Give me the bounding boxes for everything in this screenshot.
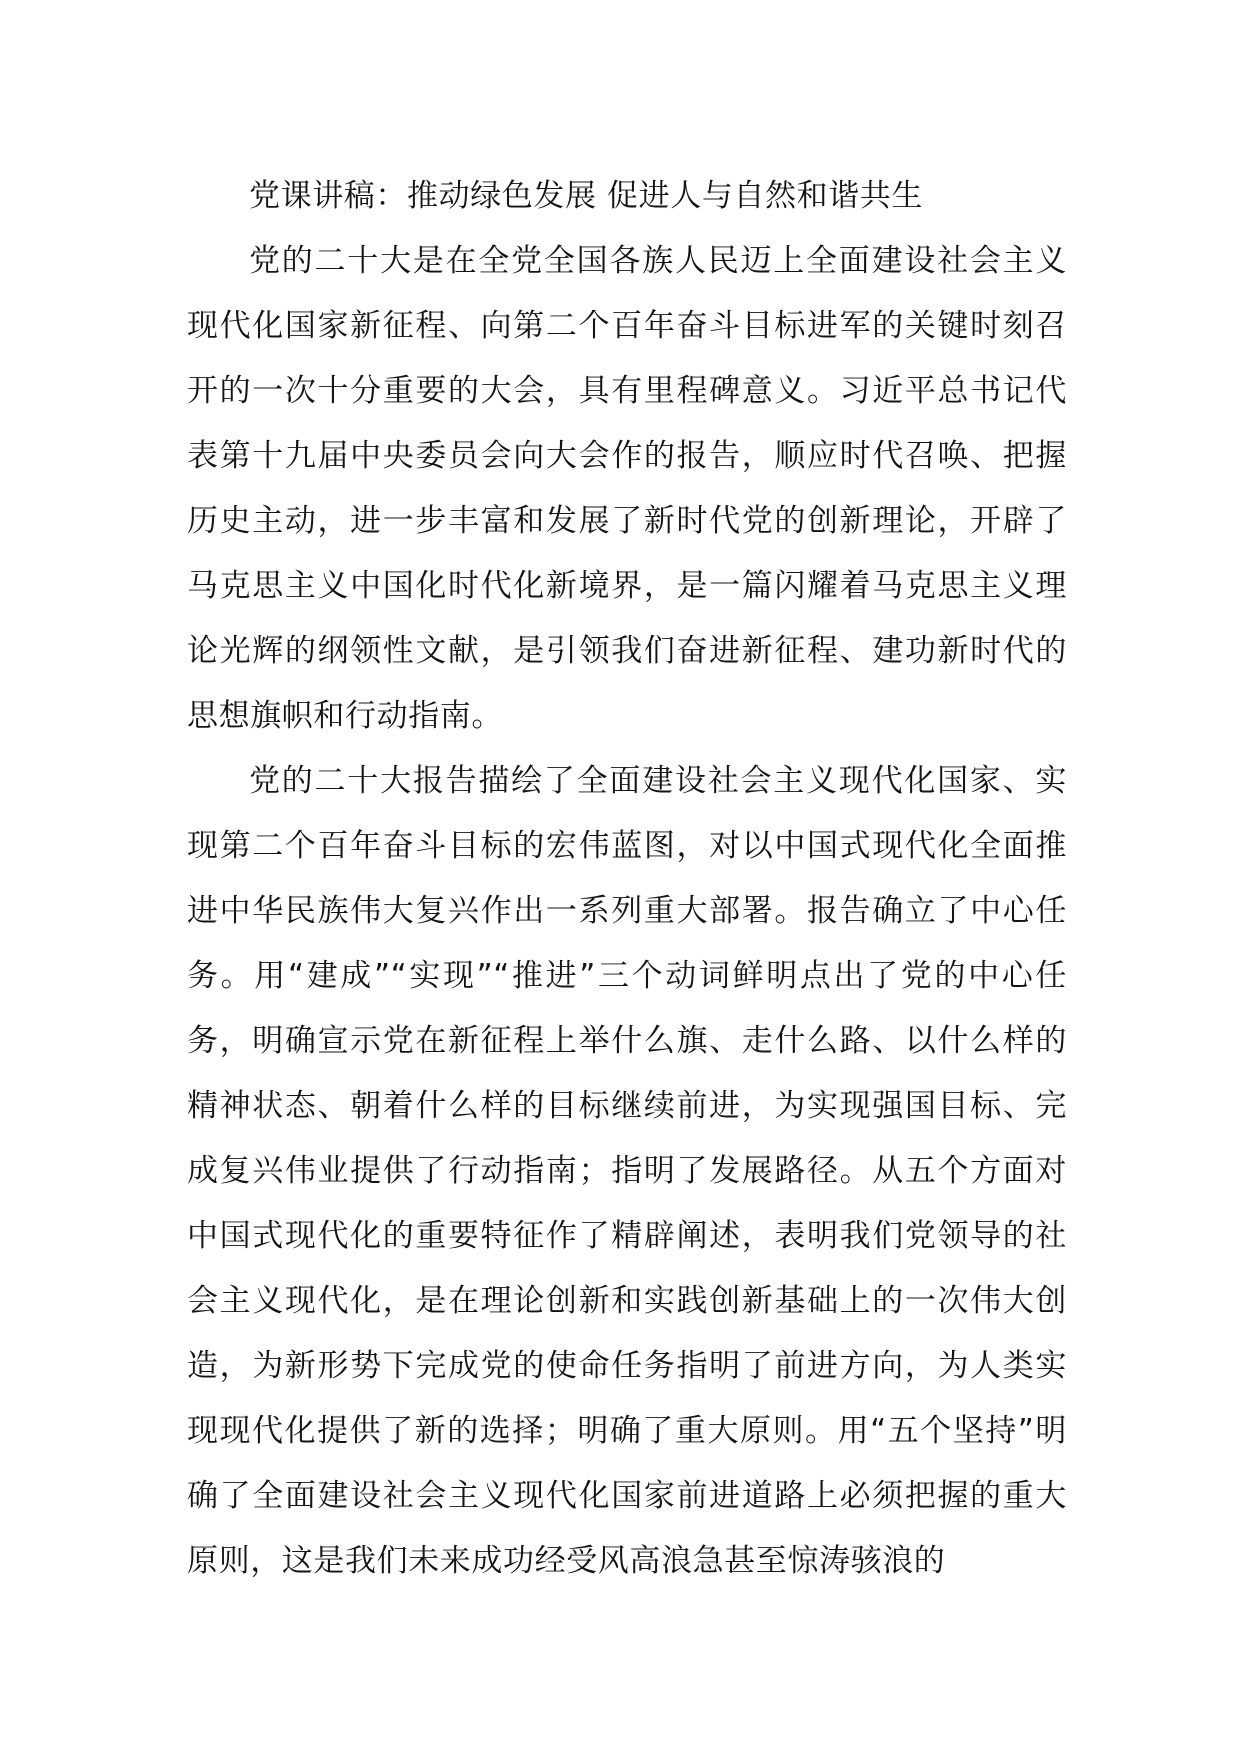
document-title: 党课讲稿：推动绿色发展 促进人与自然和谐共生 <box>249 178 924 214</box>
document-body <box>187 164 1067 1594</box>
paragraph-2: 党的二十大报告描绘了全面建设社会主义现代化国家、实现第二个百年奋斗目标的宏伟蓝图，对以中国式现代化全面推进中华民族伟大复兴作出一系列重大部署。报告确立了中心任务。用“建成”“实现”“推进”三个动词鲜明点出了党的中心任务，明确宣示党在新征程上举什么旗、走什么路、以什么样的精神状态、朝着什么样的目标继续前进，为实现强国目标、完成复兴伟业提供了行动指南；指明了发展路径。从五个方面对中国式现代化的重要特征作了精辟阐述，表明我们党领导的社会主义现代化，是在理论创新和实践创新基础上的一次伟大创造，为新形势下完成党的使命任务指明了前进方向，为人类实现现代化提供了新的选择；明确了重大原则。用“五个坚持”明确了全面建设社会主义现代化国家前进道路上必须把握的重大原则，这是我们未来成功经受风高浪急甚至惊涛骇浪的 <box>187 763 1067 1579</box>
paragraph-1: 党的二十大是在全党全国各族人民迈上全面建设社会主义现代化国家新征程、向第二个百年奋斗目标进军的关键时刻召开的一次十分重要的大会，具有里程碑意义。习近平总书记代表第十九届中央委员会向大会作的报告，顺应时代召唤、把握历史主动，进一步丰富和发展了新时代党的创新理论，开辟了马克思主义中国化时代化新境界，是一篇闪耀着马克思主义理论光辉的纲领性文献，是引领我们奋进新征程、建功新时代的思想旗帜和行动指南。 <box>187 243 1067 734</box>
